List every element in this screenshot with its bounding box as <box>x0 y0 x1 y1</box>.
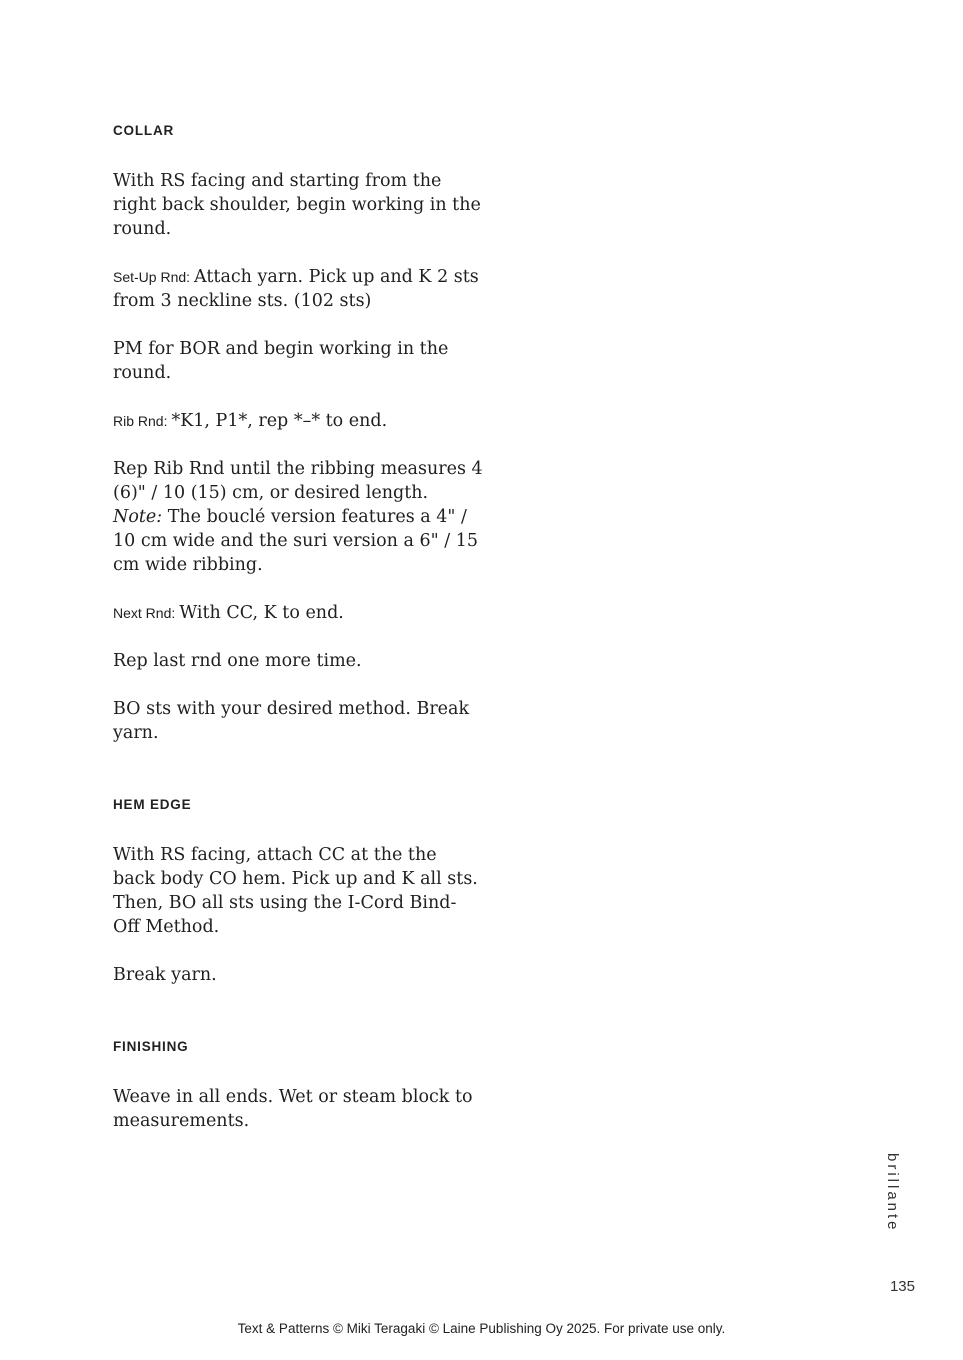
note-label: Note: <box>113 507 163 527</box>
collar-heading: COLLAR <box>113 123 175 138</box>
collar-intro: With RS facing and starting from the right back shoulder, begin working in the round. <box>113 171 481 239</box>
setup-round-text: Attach yarn. Pick up and K 2 sts from 3 neckline sts. (102 sts) <box>113 267 479 311</box>
rib-round-text: *K1, P1*, rep *–* to end. <box>171 411 388 431</box>
pm-instruction: PM for BOR and begin working in the round. <box>113 339 449 383</box>
setup-round-label: Set-Up Rnd: <box>113 269 191 285</box>
section-spacer <box>113 769 483 795</box>
setup-round <box>113 265 483 313</box>
rep-last-instruction: Rep last rnd one more time. <box>113 651 362 671</box>
next-round <box>113 601 483 625</box>
bind-off-instruction: BO sts with your desired method. Break yarn. <box>113 699 470 743</box>
copyright-footer: Text & Patterns © Miki Teragaki © Laine Publishing Oy 2025. For private use only. <box>237 1321 726 1336</box>
next-round-text: With CC, K to end. <box>179 603 344 623</box>
next-round-label: Next Rnd: <box>113 605 176 621</box>
pattern-title-vertical: brillante <box>884 1153 901 1233</box>
pattern-content <box>113 121 483 1157</box>
rib-round-label: Rib Rnd: <box>113 413 168 429</box>
finishing-heading: FINISHING <box>113 1039 189 1054</box>
note-text: The bouclé version features a 4" / 10 cm wide and the suri version a 6" / 15 cm wide ribbing. <box>113 507 478 575</box>
finishing-instruction: Weave in all ends. Wet or steam block to measurements. <box>113 1087 473 1131</box>
rib-round <box>113 409 483 433</box>
rep-rib-text: Rep Rib Rnd until the ribbing measures 4 (6)" / 10 (15) cm, or desired length. <box>113 459 483 503</box>
rep-rib-instruction <box>113 457 483 577</box>
hem-edge-break: Break yarn. <box>113 965 217 985</box>
section-spacer <box>113 1011 483 1037</box>
page-number: 135 <box>889 1278 915 1295</box>
hem-edge-instruction: With RS facing, attach CC at the the back body CO hem. Pick up and K all sts. Then, BO all sts using the I-Cord Bind-Off Method. <box>113 845 478 937</box>
hem-edge-heading: HEM EDGE <box>113 797 192 812</box>
